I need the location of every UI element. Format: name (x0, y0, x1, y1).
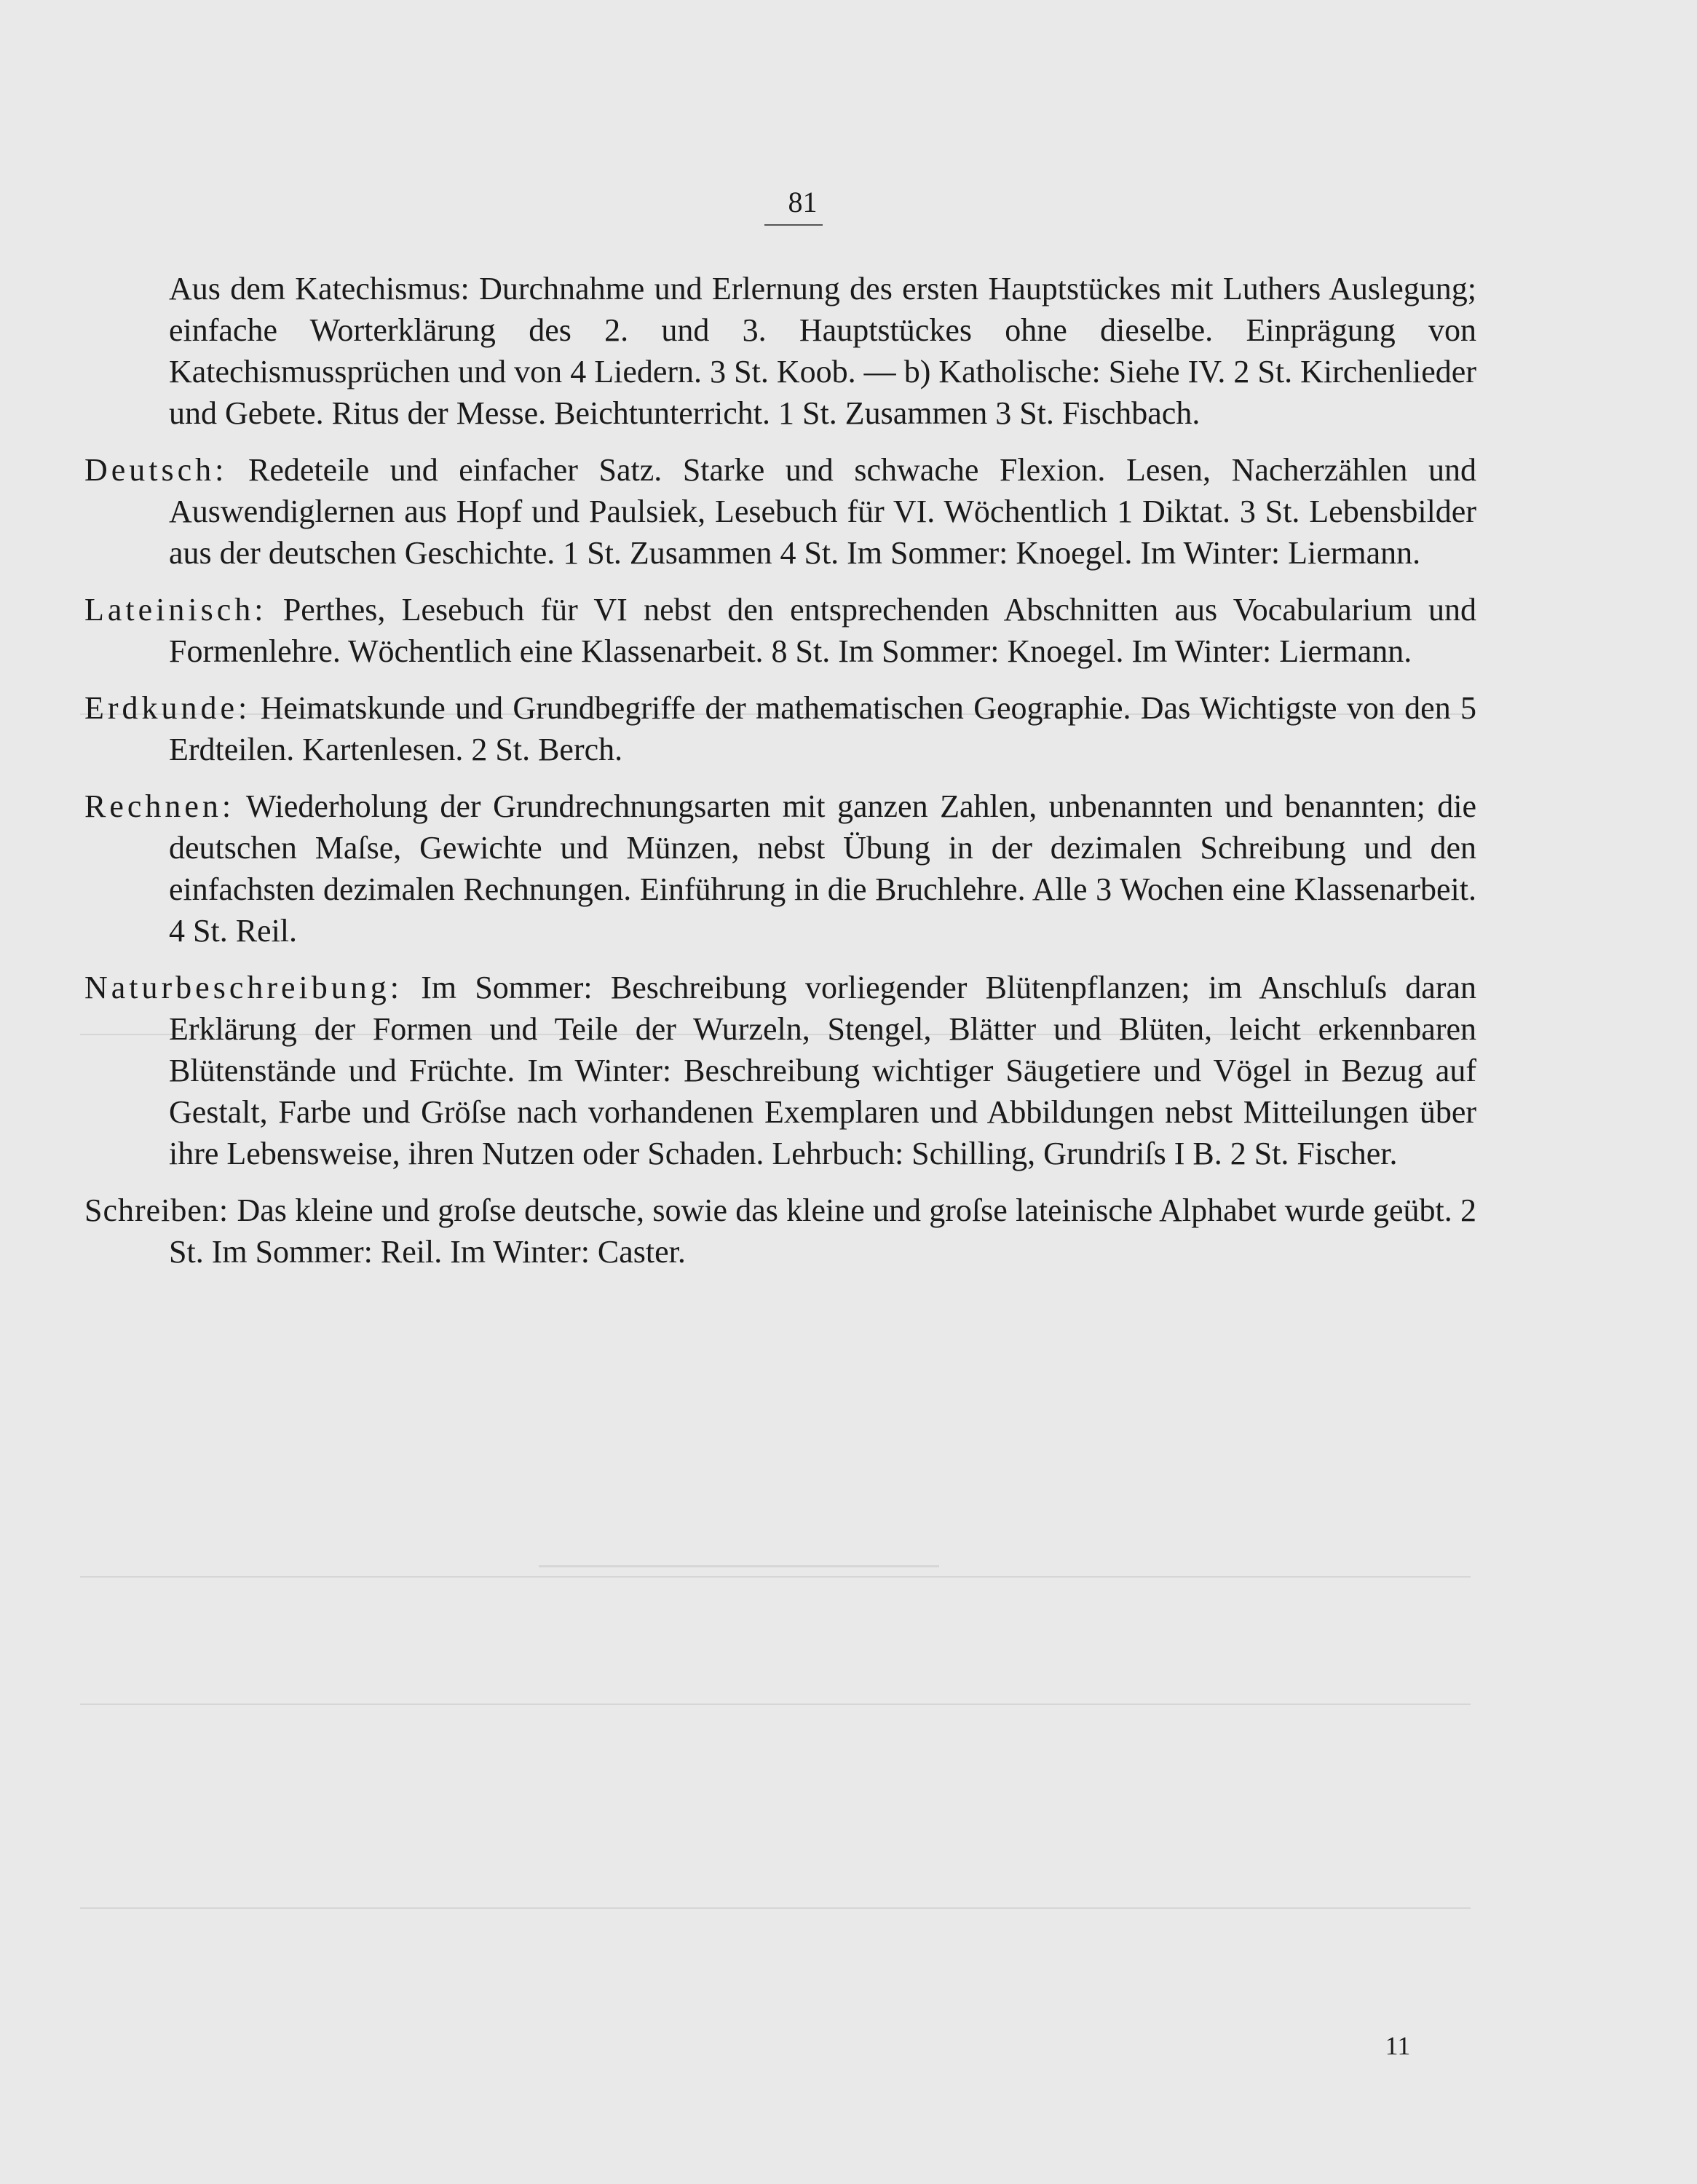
subject-text: Redeteile und einfacher Satz. Starke und schwache Flexion. Lesen, Nacherzählen und Auswendiglernen aus Hopf und Paulsiek, Lesebuch für VI. Wöchentlich 1 Diktat. 3 St. Lebensbilder aus der deutschen Geschichte. 1 St. Zusammen 4 St. Im Sommer: Knoegel. Im Winter: Liermann. (169, 452, 1477, 571)
subject-naturbeschreibung (84, 967, 1476, 1174)
subject-text: Das kleine und groſse deutsche, sowie das kleine und groſse lateinische Alphabet wurde geübt. 2 St. Im Sommer: Reil. Im Winter: Caster. (169, 1192, 1476, 1270)
subject-text: Perthes, Lesebuch für VI nebst den entsprechenden Abschnitten aus Vocabularium und Formenlehre. Wöchentlich eine Klassenarbeit. 8 St. Im Sommer: Knoegel. Im Winter: Liermann. (169, 592, 1477, 669)
signature-mark: 11 (1385, 2031, 1411, 2060)
subject-schreiben (84, 1190, 1476, 1273)
bleed-through-rule (80, 1907, 1471, 1909)
page-body (84, 268, 1476, 1288)
subject-name: Schreiben: (84, 1192, 229, 1228)
page-number-rule (764, 224, 823, 226)
subject-text: Wiederholung der Grundrechnungsarten mit ganzen Zahlen, unbenannten und benannten; die deutschen Maſse, Gewichte und Münzen, nebst Übung in der dezimalen Schreibung und den einfachsten dezimalen Rechnungen. Einführung in die Bruchlehre. Alle 3 Wochen eine Klassenarbeit. 4 St. Reil. (169, 788, 1476, 949)
subject-rechnen (84, 786, 1476, 951)
subject-lateinisch (84, 589, 1476, 672)
catholic-text: b) Katholische: Siehe IV. 2 St. Kirchenlieder und Gebete. Ritus der Messe. Beichtunterricht. 1 St. Zusammen 3 St. Fischbach. (169, 354, 1476, 431)
subject-name: Lateinisch: (84, 592, 267, 628)
subject-text: Im Sommer: Beschreibung vorliegender Blütenpflanzen; im Anschluſs daran Erklärung der Formen und Teile der Wurzeln, Stengel, Blätter und Blüten, leicht erkennbaren Blütenstände und Früchte. Im Winter: Beschreibung wichtiger Säugetiere und Vögel in Bezug auf Gestalt, Farbe und Gröſse nach vorhandenen Exemplaren und Abbildungen nebst Mitteilungen über ihre Lebensweise, ihren Nutzen oder Schaden. Lehrbuch: Schilling, Grundriſs I B. 2 St. Fischer. (169, 970, 1477, 1171)
subject-deutsch (84, 449, 1476, 574)
catechism-text: Aus dem Katechismus: Durchnahme und Erlernung des ersten Hauptstückes mit Luthers Auslegung; einfache Worterklärung des 2. und 3. Hauptstückes ohne dieselbe. Einprägung von Katechismussprüchen und von 4 Liedern. 3 St. Koob. — (169, 271, 1476, 389)
subject-name: Deutsch: (84, 452, 228, 488)
bleed-through-rule (80, 1704, 1471, 1705)
bleed-through-rule (80, 1576, 1471, 1578)
subject-name: Naturbeschreibung: (84, 970, 403, 1005)
subject-name: Rechnen: (84, 788, 235, 824)
page-number: 81 (788, 186, 818, 218)
subject-text: Heimatskunde und Grundbegriffe der mathematischen Geographie. Das Wichtigste von den 5 Erdteilen. Kartenlesen. 2 St. Berch. (169, 690, 1477, 767)
subject-erdkunde (84, 687, 1476, 770)
subject-name: Erdkunde: (84, 690, 251, 726)
catechism-paragraph (84, 268, 1476, 434)
bleed-through-rule (539, 1565, 939, 1567)
